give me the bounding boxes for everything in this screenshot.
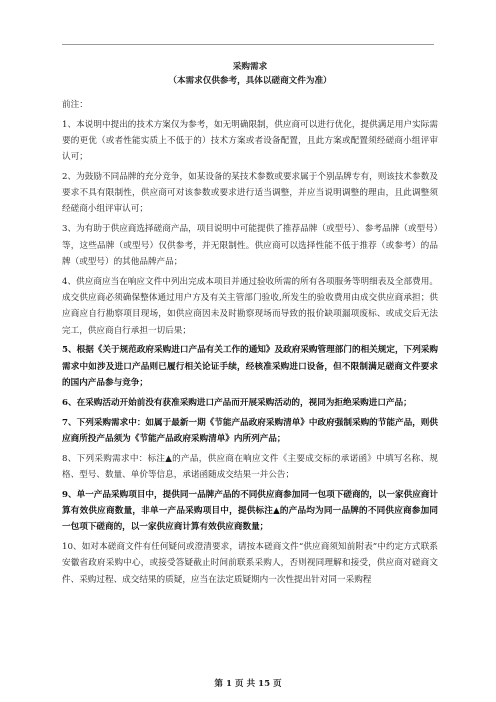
paragraph-list [62, 117, 438, 589]
document-subtitle: （本需求仅供参考，具体以磋商文件为准） [168, 76, 332, 86]
header-rule [62, 44, 434, 45]
document-title: 采购需求 [232, 62, 268, 72]
page-number: 第 1 页 共 15 页 [214, 679, 282, 689]
paragraph: 8、下列采购需求中：标注▲的产品，供应商在响应文件《主要成交标的承诺函》中填写名称、规格、型号、数量、单价等信息，承诺函随成交结果一并公告； [62, 453, 438, 480]
preface-label: 前注： [62, 100, 88, 110]
paragraph: 6、在采购活动开始前没有获准采购进口产品而开展采购活动的，视同为拒绝采购进口产品； [62, 397, 412, 408]
paragraph: 2、为鼓励不同品牌的充分竞争，如某设备的某技术参数或要求属于个别品牌专有，则该技术参数及要求不具有限制性，供应商可对该参数或要求进行适当调整，并应当说明调整的理由，且此调整须经磋商小组评审认可； [62, 171, 438, 215]
paragraph: 4、供应商应当在响应文件中列出完成本项目并通过验收所需的所有各项服务等明细表及全部费用。成交供应商必须确保整体通过用户方及有关主管部门验收,所发生的验收费用由成交供应商承担；供应商应自行勘察项目现场，如供应商因未及时勘察现场而导致的报价缺项漏项废标、或成交后无法完工，供应商自行承担一切后果； [62, 276, 438, 336]
document-body [62, 60, 438, 588]
paragraph: 3、为有助于供应商选择磋商产品，项目说明中可能提供了推荐品牌（或型号）、参考品牌（或型号）等，这些品牌（或型号）仅供参考，并无限制性。供应商可以选择性能不低于推荐（或参考）的品牌（或型号）的其他品牌产品； [62, 224, 438, 267]
paragraph: 1、本说明中提出的技术方案仅为参考，如无明确限制，供应商可以进行优化，提供满足用户实际需要的更优（或者性能实质上不低于的）技术方案或者设备配置，且此方案或配置须经磋商小组评审认可； [62, 119, 438, 163]
paragraph: 7、下列采购需求中：如属于最新一期《节能产品政府采购清单》中政府强制采购的节能产品，则供应商所投产品须为《节能产品政府采购清单》内所列产品； [62, 417, 438, 444]
paragraph: 9、单一产品采购项目中，提供同一品牌产品的不同供应商参加同一包项下磋商的，以一家供应商计算有效供应商数量，非单一产品采购项目中，提供标注▲的产品均为同一品牌的不同供应商参加同一包项下磋商的，以一家供应商计算有效供应商数量； [62, 489, 438, 533]
paragraph: 10、如对本磋商文件有任何疑问或澄清要求，请按本磋商文件“供应商须知前附表”中约定方式联系安徽省政府采购中心，或接受答疑截止时间前联系采购人，否则视同理解和接受，供应商对磋商文件、采购过程、成交结果的质疑，应当在法定质疑期内一次性提出针对同一采购程 [62, 542, 438, 585]
paragraph: 5、根据《关于规范政府采购进口产品有关工作的通知》及政府采购管理部门的相关规定，下列采购需求中如涉及进口产品则已履行相关论证手续，经核准采购进口设备，但不限制满足磋商文件要求的国内产品参与竞争； [62, 345, 438, 388]
